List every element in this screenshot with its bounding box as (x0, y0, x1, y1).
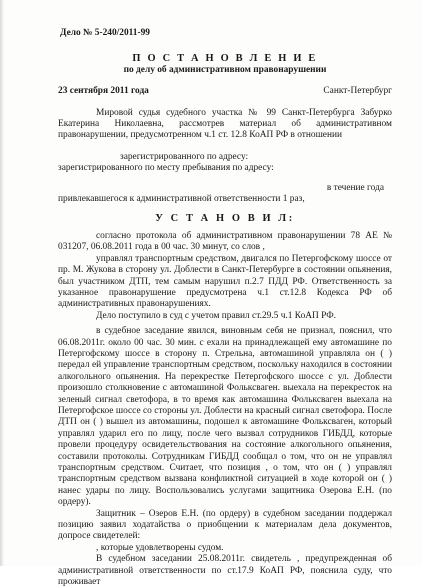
document-city: Санкт-Петербург (323, 86, 392, 97)
body-paragraph-7: В судебном заседании 25.08.2011г. свидетель , предупрежденная об административной ответственности по ст.17.9 КоАП РФ, пояснила суду, что проживает (58, 554, 392, 588)
document-title: П О С Т А Н О В Л Е Н И Е (132, 53, 318, 65)
intro-judge: Мировой судья судебного участка № 99 Санкт-Петербурга Забурко Екатерина Николаевна, рассмотрев материал об административном правонарушении, предусмотренном ч.1 ст. 12.8 КоАП РФ в отношении (58, 107, 392, 141)
document-subtitle: по делу об административном правонарушении (123, 64, 327, 75)
body-paragraph-1: согласно протокола об административном правонарушении 78 АЕ № 031207, 06.08.2011 года в 00 час. 30 минут, со слов , (58, 230, 392, 253)
intro-registered: зарегистрированного по адресу: (120, 151, 249, 162)
body-paragraph-6: , которые удовлетворены судом. (96, 542, 224, 553)
body-paragraph-5: Защитник – Озеров Е.Н. (по ордеру) в судебном заседании поддержал позицию заявил ходатайства о приобщении к материалам дела документов, допросе свидетелей: (58, 508, 392, 542)
intro-within-year: в течение года (326, 182, 384, 193)
body-paragraph-2: управлял транспортным средством, двигался по Петергофскому шоссе от пр. М. Жукова в сторону ул. Доблести в Санкт-Петербурге в состоянии опьянения, был участником ДТП, тем самым нарушил п.2.7 ПДД РФ. Ответственность за указанное правонарушение предусмотрена ч.1 ст.12.8 Кодекса РФ об административных правонарушениях. (58, 253, 392, 310)
intro-registered-stay: зарегистрированного по месту пребывания по адресу: (58, 163, 274, 174)
date-line (58, 86, 392, 97)
document-date: 23 сентября 2011 года (58, 86, 149, 97)
intro-prior-offense: привлекавшегося к административной ответственности 1 раз, (58, 194, 305, 205)
body-paragraph-3: Дело поступило в суд с учетом правил ст.29.5 ч.1 КоАП РФ. (96, 310, 336, 321)
established-heading: У С Т А Н О В И Л: (155, 213, 295, 225)
body-paragraph-4: в судебное заседание явился, виновным себя не признал, пояснил, что 06.08.2011г. около 00 час. 30 мин. с ехали на принадлежащей ему автомашине по Петергофскому шоссе в сторону п. Стрельна, автомашиной управляла он ( ) передал ей управление транспортным средством, поскольку находился в состоянии алкогольного опьянения. На перекрестке Петергофского шоссе с ул. Доблести произошло столкновение с автомашиной Фольксваген. выехала на перекресток на зеленый сигнал светофора, в то время как автомашина Фольксваген выехала на Петергофское шоссе со стороны ул. Доблести на красный сигнал светофора. После ДТП он ( ) вышел из автомашины, подошел к автомашине Фольксваген, который управлял ударил его по лицу, после чего вызвал сотрудников ГИБДД, которые провели процедуру освидетельствования на состояние алкогольного опьянения, составили протоколы. Сотрудникам ГИБДД сообщал о том, что он не управлял транспортным средством. Считает, что позиция , о том, что он ( ) управлял транспортным средством вызвана конфликтной ситуацией в ходе которой он ( ) нанес удары по лицу. Воспользовались услугами защитника Озерова Е.Н. (по ордеру). (58, 326, 392, 508)
case-number: Дело № 5-240/2011-99 (60, 28, 150, 38)
scan-edge (0, 0, 4, 566)
